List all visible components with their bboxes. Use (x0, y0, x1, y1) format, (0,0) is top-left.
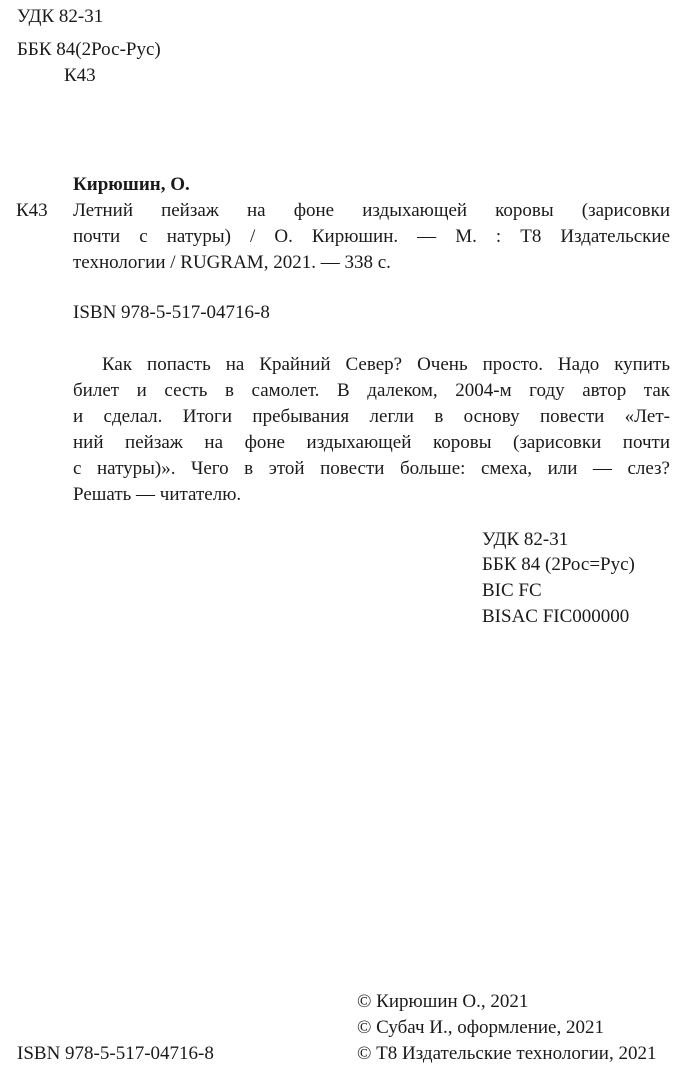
copyright-line: © Т8 Издательские технологии, 2021 (357, 1043, 657, 1064)
description-line: Летний пейзаж на фоне издыхающей коровы (зарисовки (73, 200, 670, 221)
copyright-line: © Субач И., оформление, 2021 (357, 1017, 604, 1038)
isbn-entry: ISBN 978-5-517-04716-8 (73, 302, 270, 323)
bic-code: BIC FC (482, 580, 542, 601)
annotation-line: ний пейзаж на фоне издыхающей коровы (зарисовки почти (73, 432, 670, 453)
udk-code-top: УДК 82-31 (17, 6, 104, 27)
bisac-code: BISAC FIC000000 (482, 606, 630, 627)
description-line: почти с натуры) / О. Кирюшин. — М. : Т8 Издательские (73, 226, 670, 247)
author-mark-top: К43 (64, 65, 96, 86)
annotation-line: Как попасть на Крайний Север? Очень просто. Надо купить (102, 354, 670, 375)
bibliographic-description (73, 198, 670, 276)
udk-code: УДК 82-31 (482, 529, 569, 550)
annotation-line: и сделал. Итоги пребывания легли в основу повести «Лет- (73, 406, 670, 427)
author-heading: Кирюшин, О. (73, 174, 190, 195)
annotation-line: билет и сесть в самолет. В далеком, 2004-м году автор так (73, 380, 670, 401)
author-mark: К43 (16, 200, 48, 221)
description-line: технологии / RUGRAM, 2021. — 338 с. (73, 252, 391, 273)
bbk-code-top: ББК 84(2Рос-Рус) (17, 39, 161, 60)
annotation-line: с натуры)». Чего в этой повести больше: смеха, или — слез? (73, 458, 670, 479)
bbk-code: ББК 84 (2Рос=Рус) (482, 554, 635, 575)
annotation-line: Решать — читателю. (73, 484, 242, 505)
copyright-line: © Кирюшин О., 2021 (357, 991, 529, 1012)
isbn-footer: ISBN 978-5-517-04716-8 (17, 1043, 214, 1064)
annotation (73, 352, 670, 508)
